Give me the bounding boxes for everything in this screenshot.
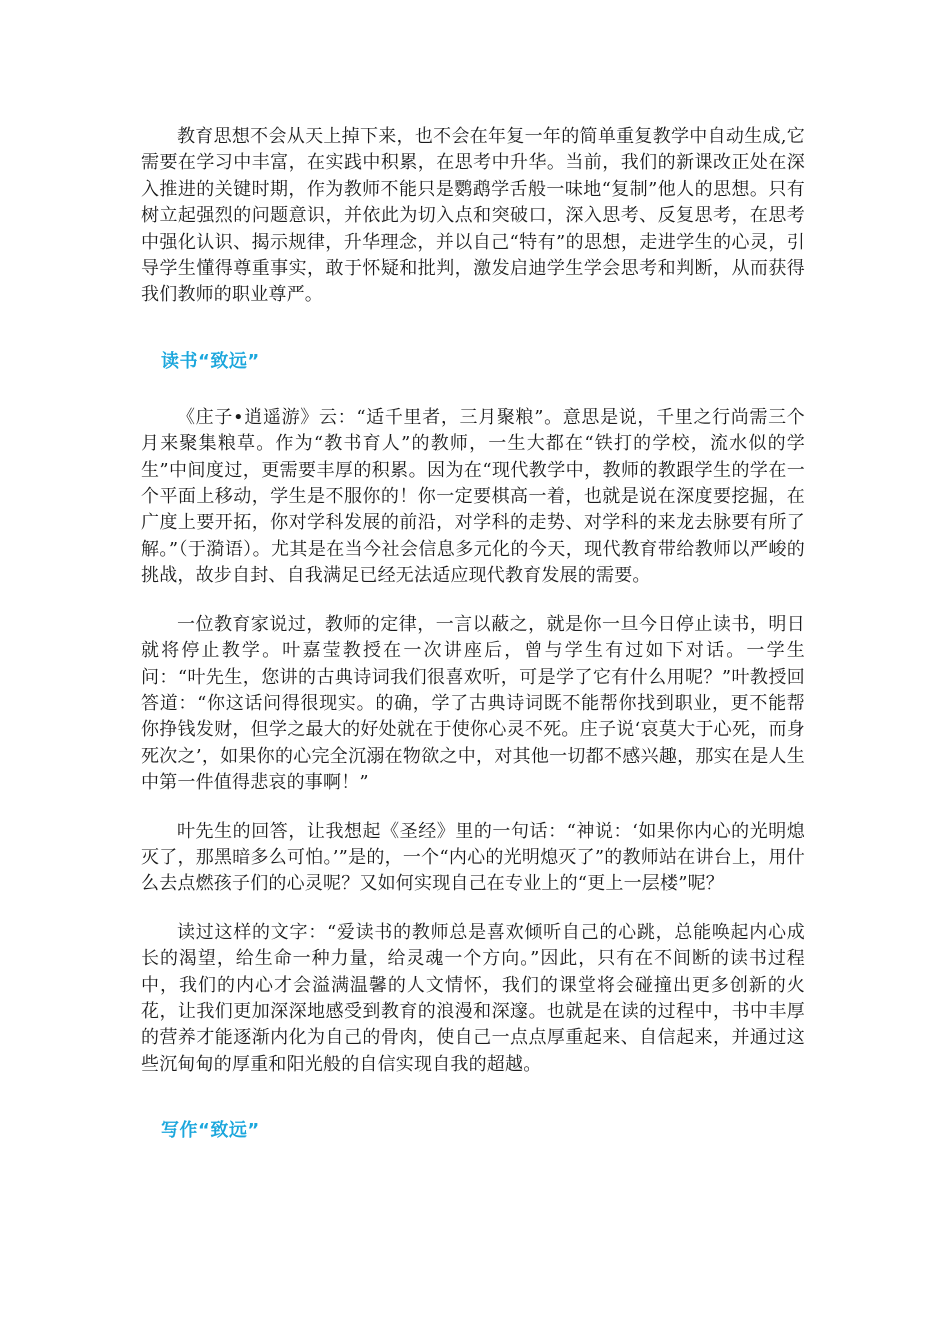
section-heading-writing: 写作“致远” [161, 1120, 260, 1142]
document-body [141, 124, 805, 1144]
section-heading-reading: 读书“致远” [161, 350, 260, 372]
reading-paragraph-4: 读过这样的文字：“爱读书的教师总是喜欢倾听自己的心跳，总能唤起内心成长的渴望，给生命一种力量，给灵魂一个方向。”因此，只有在不间断的读书过程中，我们的内心才会溢满温馨的人文情怀，我们的课堂将会碰撞出更多创新的火花，让我们更加深深地感受到教育的浪漫和深邃。也就是在读的过程中，书中丰厚的营养才能逐渐内化为自己的骨肉，使自己一点点厚重起来、自信起来，并通过这些沉甸甸的厚重和阳光般的自信实现自我的超越。 [141, 921, 805, 1075]
reading-paragraph-2: 一位教育家说过，教师的定律，一言以蔽之，就是你一旦今日停止读书，明日就将停止教学。叶嘉莹教授在一次讲座后，曾与学生有过如下对话。一学生问：“叶先生，您讲的古典诗词我们很喜欢听，可是学了它有什么用呢？”叶教授回答道：“你这话问得很现实。的确，学了古典诗词既不能帮你找到职业，更不能帮你挣钱发财，但学之最大的好处就在于使你心灵不死。庄子说‘哀莫大于心死，而身死次之’，如果你的心完全沉溺在物欲之中，对其他一切都不感兴趣，那实在是人生中第一件值得悲哀的事啊！” [141, 613, 805, 794]
reading-paragraph-1: 《庄子•逍遥游》云：“适千里者，三月聚粮”。意思是说，千里之行尚需三个月来聚集粮草。作为“教书育人”的教师，一生大都在“铁打的学校，流水似的学生”中间度过，更需要丰厚的积累。因为在“现代教学中，教师的教跟学生的学在一个平面上移动，学生是不服你的！你一定要棋高一着，也就是说在深度要挖掘，在广度上要开拓，你对学科发展的前沿，对学科的走势、对学科的来龙去脉要有所了解。”（于漪语）。尤其是在当今社会信息多元化的今天，现代教育带给教师以严峻的挑战，故步自封、自我满足已经无法适应现代教育发展的需要。 [141, 406, 805, 587]
intro-paragraph: 教育思想不会从天上掉下来，也不会在年复一年的简单重复教学中自动生成,它需要在学习中丰富，在实践中积累，在思考中升华。当前，我们的新课改正处在深入推进的关键时期，作为教师不能只是鹦鹉学舌般一味地“复制”他人的思想。只有树立起强烈的问题意识，并依此为切入点和突破口，深入思考、反复思考，在思考中强化认识、揭示规律，升华理念，并以自己“特有”的思想，走进学生的心灵，引导学生懂得尊重事实，敢于怀疑和批判，激发启迪学生学会思考和判断，从而获得我们教师的职业尊严。 [141, 126, 805, 306]
reading-paragraph-3: 叶先生的回答，让我想起《圣经》里的一句话：“神说：‘如果你内心的光明熄灭了，那黑暗多么可怕。’”是的，一个“内心的光明熄灭了”的教师站在讲台上，用什么去点燃孩子们的心灵呢？又如何实现自己在专业上的“更上一层楼”呢？ [141, 820, 805, 895]
